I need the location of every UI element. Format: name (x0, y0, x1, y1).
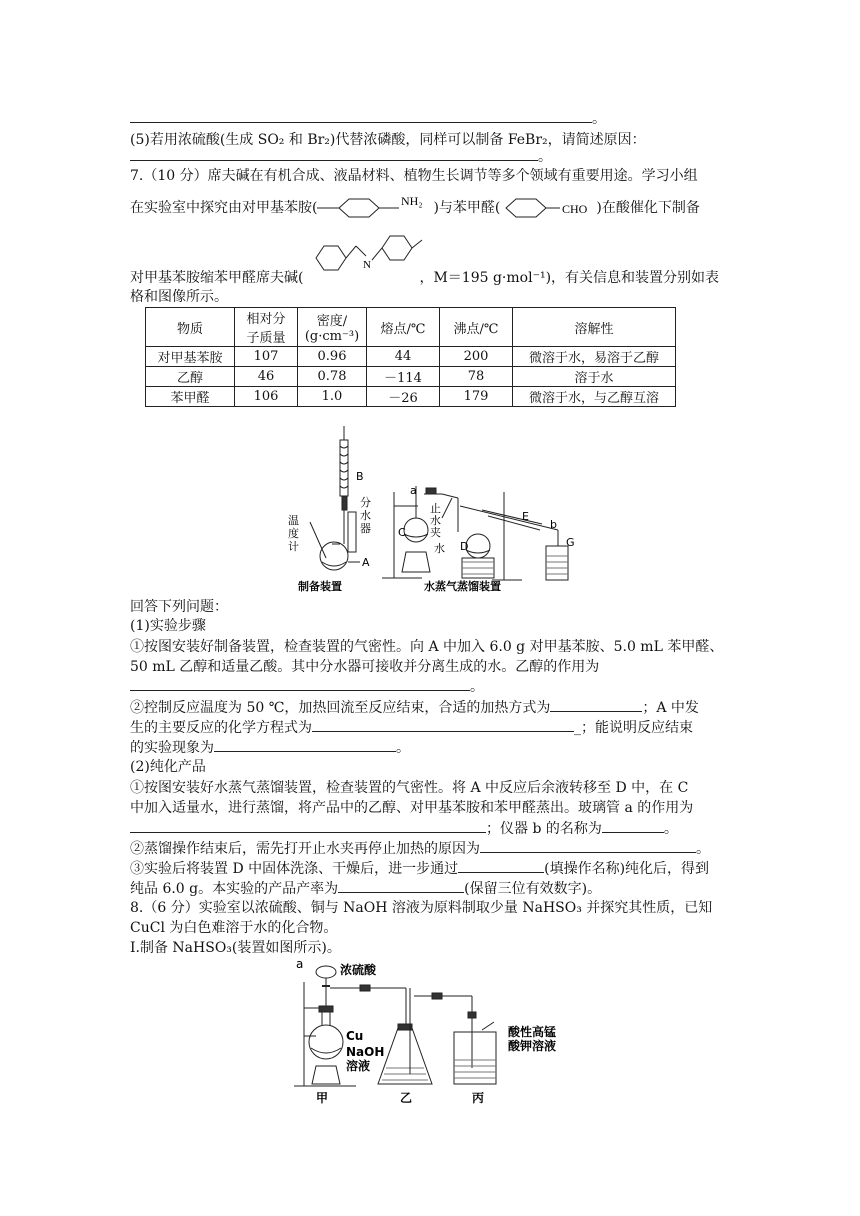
s1-p2-line-a (130, 697, 732, 718)
section-1-title: (1)实验步骤 (130, 618, 206, 634)
q7-intro-4: 格和图像所示。 (130, 289, 228, 305)
h-l1: 密度/ (316, 314, 348, 329)
text: _；能说明反应结束 (574, 720, 693, 736)
label-ji: 计 (288, 540, 299, 553)
header-cell: 熔点/℃ (367, 308, 440, 347)
label-C: C (398, 526, 406, 539)
caption-prep: 制备装置 (298, 580, 342, 593)
punct: 。 (538, 149, 552, 165)
cell: 苯甲醛 (146, 387, 235, 407)
answer-blank (130, 676, 470, 691)
q8-intro-1: 8.（6 分）实验室以浓硫酸、铜与 NaOH 溶液为原料制取少量 NaHSO₃ 并探究其性质，已知 (130, 900, 713, 916)
cell: 溶于水 (513, 367, 676, 387)
label-qi: 器 (360, 522, 371, 535)
q6-answer-line-2 (130, 146, 732, 167)
label-b: b (550, 518, 557, 531)
schiff-base-structure (312, 232, 432, 272)
text: )与苯甲醛( (433, 200, 501, 216)
label-D: D (460, 540, 469, 553)
cell: －26 (367, 387, 440, 407)
cell: 107 (235, 347, 298, 367)
text: ；仪器 b 的名称为 (486, 821, 602, 837)
label-zhi: 止 (430, 502, 441, 515)
table-header-row (146, 308, 676, 347)
cell: 1.0 (298, 387, 367, 407)
header-cell: 物质 (146, 308, 235, 347)
answer-blank (130, 146, 538, 161)
label-E: E (522, 510, 529, 523)
text: (保留三位有效数字)。 (464, 881, 602, 897)
answer-blank (550, 697, 642, 712)
text: 生的主要反应的化学方程式为 (130, 720, 312, 736)
label-shui3: 水 (434, 542, 445, 555)
steam-distillation-apparatus (382, 486, 568, 580)
h-l1: 相对分 (246, 312, 286, 327)
text: 。 (396, 740, 410, 756)
cho-label: CHO (562, 202, 588, 216)
label-yi: 乙 (400, 1091, 413, 1105)
cell: 微溶于水，易溶于乙醇 (513, 347, 676, 367)
nh2-label: NH₂ (401, 196, 423, 208)
apparatus-figure-q8 (286, 956, 616, 1106)
q7-intro-2 (130, 196, 732, 220)
s1-p2-line-b (130, 717, 732, 738)
label-kmno4-1: 酸性高锰 (508, 1025, 557, 1039)
s2-p1-line-c (130, 818, 732, 839)
text: ②蒸馏操作结束后，需先打开止水夹再停止加热的原因为 (130, 841, 480, 857)
text: (填操作名称)纯化后，得到 (544, 861, 710, 877)
apparatus-figure-q7 (282, 422, 582, 600)
answer-blank (480, 838, 696, 853)
answer-blank (312, 717, 574, 732)
s2-p2 (130, 838, 732, 859)
s1-p2-line-c (130, 737, 732, 758)
label-bing: 丙 (472, 1091, 485, 1105)
label-cu: Cu (346, 1029, 364, 1043)
label-B: B (356, 470, 364, 483)
text: ③实验后将装置 D 中固体洗涤、干燥后，进一步通过 (130, 861, 459, 877)
s2-p3-line-a (130, 858, 732, 879)
cell: 46 (235, 367, 298, 387)
s2-p3-line-b (130, 878, 732, 899)
s2-p1-line-a: ①按图安装好水蒸气蒸馏装置，检查装置的气密性。将 A 中反应后余液转移至 D 中，在 C (130, 780, 689, 796)
text: ，M＝195 g·mol⁻¹)，有关信息和装置分别如表 (419, 270, 720, 286)
nahso3-apparatus (294, 966, 496, 1086)
answer-intro: 回答下列问题： (130, 599, 228, 615)
h-l2: 子质量 (246, 331, 286, 346)
header-cell: 沸点/℃ (440, 308, 513, 347)
label-a: a (410, 484, 417, 497)
benzaldehyde-structure (500, 196, 596, 220)
cell: 0.96 (298, 347, 367, 367)
label-jia: 甲 (316, 1091, 329, 1105)
p-toluidine-structure (317, 196, 433, 220)
answer-blank (130, 818, 486, 833)
label-fen: 分 (360, 496, 371, 509)
cell: 微溶于水，与乙醇互溶 (513, 387, 676, 407)
cell: 106 (235, 387, 298, 407)
answer-blank (602, 818, 664, 833)
q6-answer-line (130, 108, 732, 129)
table-row (146, 387, 676, 407)
label-kmno4-2: 酸钾溶液 (508, 1039, 557, 1053)
section-2-title: (2)纯化产品 (130, 759, 206, 775)
cell: 200 (440, 347, 513, 367)
text: 。 (663, 821, 678, 837)
q8-part-1: Ⅰ.制备 NaHSO₃(装置如图所示)。 (130, 940, 341, 956)
property-table (145, 307, 676, 407)
text: 的实验现象为 (130, 740, 214, 756)
label-wen: 温 (288, 514, 299, 527)
answer-blank (338, 878, 464, 893)
text: 在实验室中探究由对甲基苯胺( (130, 200, 318, 216)
label-shui2: 水 (430, 514, 441, 527)
label-conc-acid: 浓硫酸 (340, 963, 377, 977)
label-naoh-1: NaOH (346, 1045, 385, 1059)
header-cell (235, 308, 298, 347)
caption-steam: 水蒸气蒸馏装置 (424, 580, 501, 593)
label-a: a (296, 957, 304, 971)
cell: 179 (440, 387, 513, 407)
cell: 0.78 (298, 367, 367, 387)
preparation-apparatus (310, 426, 356, 570)
cell: 对甲基苯胺 (146, 347, 235, 367)
text: 对甲基苯胺缩苯甲醛席夫碱( (130, 270, 304, 286)
n-atom: N (363, 259, 371, 271)
cell: 78 (440, 367, 513, 387)
answer-blank (130, 108, 592, 123)
punct: 。 (470, 679, 484, 695)
text: ②控制反应温度为 50 ℃，加热回流至反应结束，合适的加热方式为 (130, 700, 551, 716)
label-du: 度 (288, 527, 299, 540)
label-jia: 夹 (430, 526, 441, 539)
s2-p1-line-b: 中加入适量水，进行蒸馏，将产品中的乙醇、对甲基苯胺和苯甲醛蒸出。玻璃管 a 的作用为 (130, 800, 694, 816)
table-row (146, 367, 676, 387)
q8-intro-2: CuCl 为白色难溶于水的化合物。 (130, 920, 338, 936)
text: 。 (696, 841, 710, 857)
q7-intro-1: 7.（10 分）席夫碱在有机合成、液晶材料、植物生长调节等多个领域有重要用途。学习小组 (130, 168, 698, 184)
s1-p1-line-a: ①按图安装好制备装置，检查装置的气密性。向 A 中加入 6.0 g 对甲基苯胺、5.0 mL 苯甲醛、 (130, 639, 724, 655)
text: ；A 中发 (642, 700, 699, 716)
cell: 乙醇 (146, 367, 235, 387)
h-l2: (g·cm⁻³) (304, 329, 360, 344)
label-naoh-2: 溶液 (346, 1059, 371, 1073)
table-row (146, 347, 676, 367)
cell: 44 (367, 347, 440, 367)
punct: 。 (592, 111, 606, 127)
label-shui: 水 (360, 509, 371, 522)
s1-p1-line-b: 50 mL 乙醇和适量乙酸。其中分水器可接收并分离生成的水。乙醇的作用为 (130, 659, 600, 675)
text: )在酸催化下制备 (596, 200, 700, 216)
answer-blank (458, 858, 544, 873)
header-cell (298, 308, 367, 347)
header-cell: 溶解性 (513, 308, 676, 347)
label-A: A (362, 556, 370, 569)
text: 纯品 6.0 g。本实验的产品产率为 (130, 881, 339, 897)
q7-intro-3 (130, 268, 732, 288)
q6-part5-text: (5)若用浓硫酸(生成 SO₂ 和 Br₂)代替浓磷酸，同样可以制备 FeBr₂，请简述原因： (130, 132, 646, 148)
label-G: G (566, 536, 575, 549)
s1-p1-line-c (130, 676, 732, 697)
cell: －114 (367, 367, 440, 387)
answer-blank (214, 737, 396, 752)
